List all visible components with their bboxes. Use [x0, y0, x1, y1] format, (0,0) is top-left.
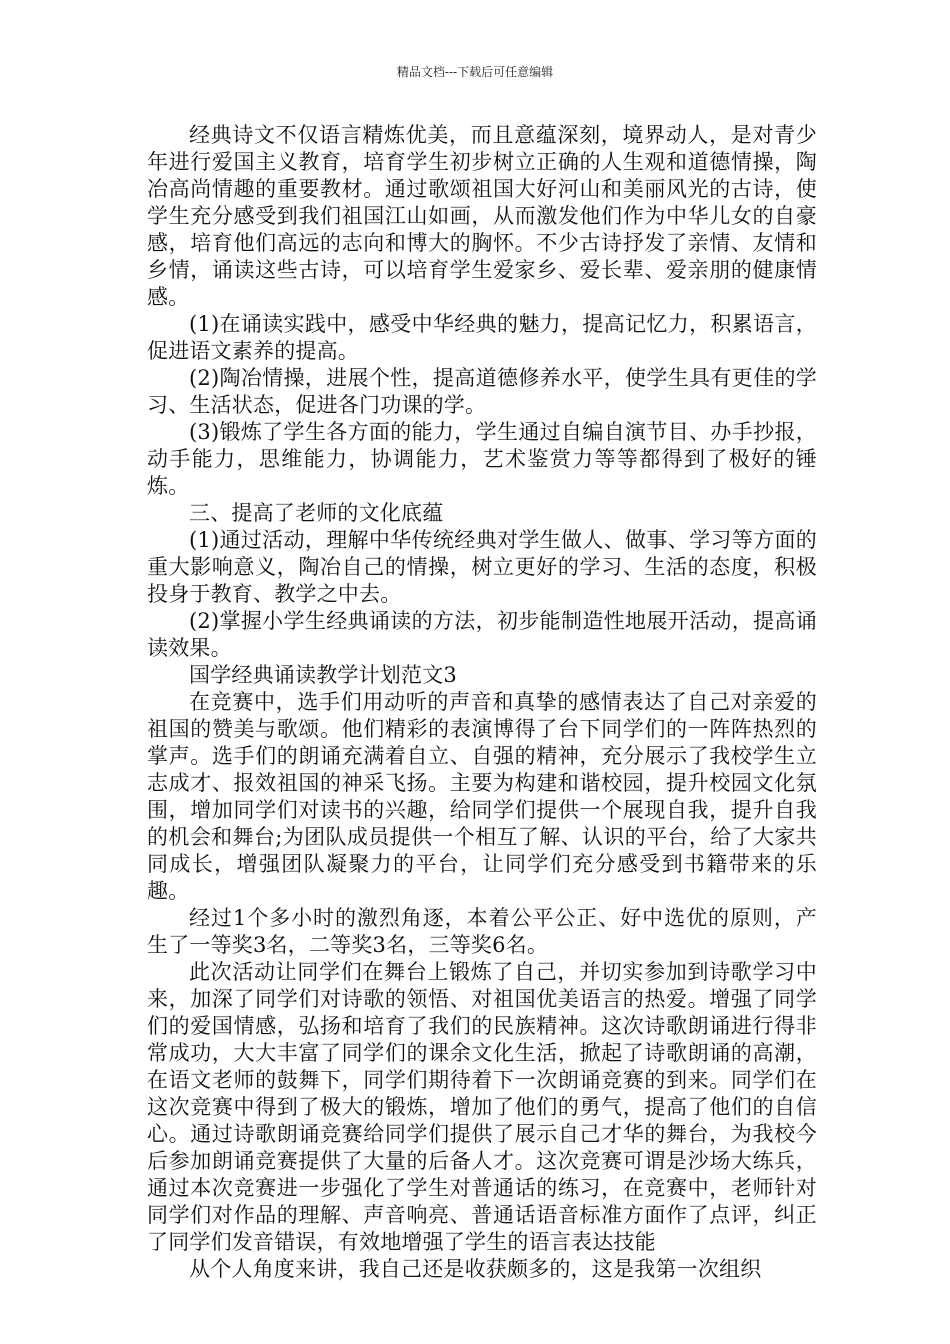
list-item: (1)在诵读实践中，感受中华经典的魅力，提高记忆力，积累语言，促进语文素养的提高。 [147, 312, 817, 363]
paragraph: 从个人角度来讲，我自己还是收获颇多的，这是我第一次组织 [189, 1257, 762, 1281]
list-item: (1)通过活动，理解中华传统经典对学生做人、做事、学习等方面的重大影响意义，陶冶自己的情操，树立更好的学习、生活的态度，积极投身于教育、教学之中去。 [147, 528, 817, 606]
document-body [147, 122, 817, 1283]
paragraph: 在竞赛中，选手们用动听的声音和真挚的感情表达了自己对亲爱的祖国的赞美与歌颂。他们精彩的表演博得了台下同学们的一阵阵热烈的掌声。选手们的朗诵充满着自立、自强的精神，充分展示了我校学生立志成才、报效祖国的神采飞扬。主要为构建和谐校园，提升校园文化氛围，增加同学们对读书的兴趣，给同学们提供一个展现自我，提升自我的机会和舞台;为团队成员提供一个相互了解、认识的平台，给了大家共同成长，增强团队凝聚力的平台，让同学们充分感受到书籍带来的乐趣。 [147, 690, 817, 903]
list-item: (2)陶冶情操，进展个性，提高道德修养水平，使学生具有更佳的学习、生活状态，促进各门功课的学。 [147, 366, 817, 417]
paragraph-intro: 经典诗文不仅语言精炼优美，而且意蕴深刻，境界动人，是对青少年进行爱国主义教育，培育学生初步树立正确的人生观和道德情操，陶冶高尚情趣的重要教材。通过歌颂祖国大好河山和美丽风光的古诗，使学生充分感受到我们祖国江山如画，从而激发他们作为中华儿女的自豪感，培育他们高远的志向和博大的胸怀。不少古诗抒发了亲情、友情和乡情，诵读这些古诗，可以培育学生爱家乡、爱长辈、爱亲朋的健康情感。 [147, 123, 817, 309]
paragraph: 经过1个多小时的激烈角逐，本着公平公正、好中选优的原则，产生了一等奖3名，二等奖3名，三等奖6名。 [147, 906, 817, 957]
list-item: (3)锻炼了学生各方面的能力，学生通过自编自演节目、办手抄报，动手能力，思维能力，协调能力，艺术鉴赏力等等都得到了极好的锤炼。 [147, 420, 817, 498]
page-header: 精品文档---下载后可任意编辑 [396, 65, 554, 79]
list-item: (2)掌握小学生经典诵读的方法，初步能制造性地展开活动，提高诵读效果。 [147, 609, 817, 660]
paragraph: 此次活动让同学们在舞台上锻炼了自己，并切实参加到诗歌学习中来，加深了同学们对诗歌的领悟、对祖国优美语言的热爱。增强了同学们的爱国情感，弘扬和培育了我们的民族精神。这次诗歌朗诵进行得非常成功，大大丰富了同学们的课余文化生活，掀起了诗歌朗诵的高潮，在语文老师的鼓舞下，同学们期待着下一次朗诵竞赛的到来。同学们在这次竞赛中得到了极大的锻炼，增加了他们的勇气，提高了他们的自信心。通过诗歌朗诵竞赛给同学们提供了展示自己才华的舞台，为我校今后参加朗诵竞赛提供了大量的后备人才。这次竞赛可谓是沙场大练兵，通过本次竞赛进一步强化了学生对普通话的练习，在竞赛中，老师针对同学们对作品的理解、声音响亮、普通话语音标准方面作了点评，纠正了同学们发音错误，有效地增强了学生的语言表达技能 [147, 960, 817, 1254]
section-title: 国学经典诵读教学计划范文3 [189, 663, 457, 687]
section-heading: 三、提高了老师的文化底蕴 [189, 501, 444, 525]
